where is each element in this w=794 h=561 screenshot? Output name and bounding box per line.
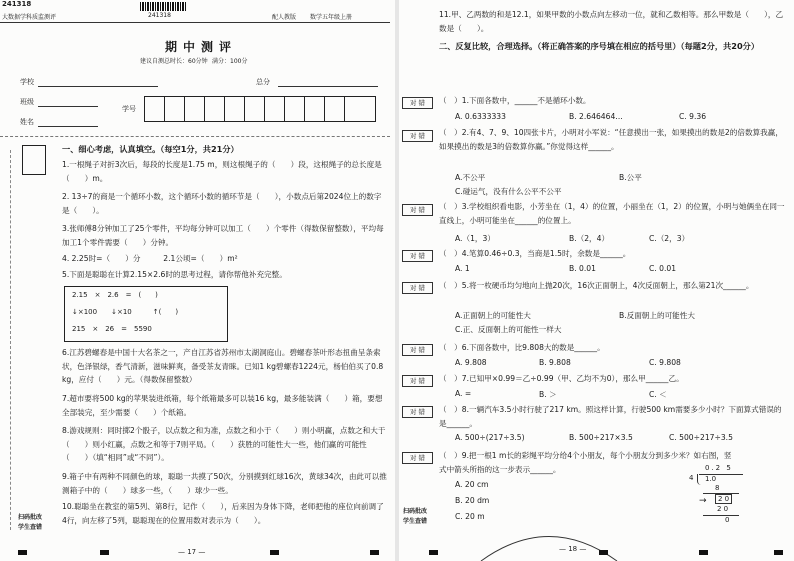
choice-6-option-a: A. 9.808	[455, 358, 487, 367]
cut-line	[0, 136, 390, 137]
choice-5: （ ）5.将一枚硬币均匀地向上抛20次，16次正面朝上，4次反面朝上，那么第21次______。	[439, 281, 754, 290]
choice-7-option-a: A. =	[455, 389, 472, 398]
choice-9-option-b: B. 20 dm	[455, 496, 490, 505]
question-8: 8.游戏规则：同时掷2个骰子，以点数之和为准，点数之和小于（ ）则小明赢，点数之和大于（ ）则小红赢，点数之和等于7则平局。（ ）获胜的可能性大一些，他们赢的可能性（ ）（填“相同”或“不同”）。	[62, 426, 386, 463]
corner-mark	[100, 550, 109, 555]
choice-1-option-b: B. 2.646464…	[569, 112, 623, 121]
name-label: 姓名	[20, 118, 34, 126]
semicircle-decoration	[479, 522, 619, 561]
question-4: 4. 2.25时=（ ）分 2.1公顷=（ ）m²	[62, 254, 238, 263]
time-note: 建议自测总时长：60分钟	[140, 58, 208, 65]
question-7: 7.超市要将500 kg的苹果装进纸箱，每个纸箱最多可以装16 kg，最多能装满（ ）箱，要想全部装完，至少需要（ ）个纸箱。	[62, 394, 383, 417]
judge-box[interactable]: 对 错	[402, 130, 433, 142]
side-label-2: 学生查错	[403, 518, 428, 525]
right-page	[399, 0, 794, 561]
score-box	[22, 145, 46, 175]
choice-2-option-b: B.公平	[619, 173, 642, 182]
header-rule	[0, 22, 390, 23]
question-5: 5.下面是聪聪在计算2.15×2.6时的思考过程，请你帮他补充完整。	[62, 270, 287, 279]
side-label-1: 扫码批改	[403, 508, 428, 515]
choice-7-option-b: B. ＞	[539, 390, 557, 399]
total-label: 总分	[256, 78, 270, 86]
choice-5-option-b: B.反面朝上的可能性大	[619, 311, 695, 320]
question-6: 6.江苏碧螺春是中国十大名茶之一，产自江苏省苏州市太湖洞庭山。碧螺春茶叶形态扭曲呈条索状，色泽银绿，香气清新，滋味鲜爽，备受茶友青睐。已知1 kg碧螺春1224元，杨伯伯买了0.8 kg，应付（ ）元。（得数保留整数）	[62, 348, 384, 385]
page-number-right: — 18 —	[559, 545, 587, 553]
division-step-1: 8	[715, 484, 720, 492]
choice-4: （ ）4.笔算0.46÷0.3，当商是1.5时，余数是______。	[439, 249, 631, 258]
choice-2-option-a: A.不公平	[455, 173, 486, 182]
division-remainder: 0	[725, 516, 730, 524]
choice-9-option-a: A. 20 cm	[455, 480, 489, 489]
choice-2: （ ）2.有4、7、9、10四张卡片，小明对小军说：“任意摸出一张，如果摸出的数是2的倍数算我赢，如果摸出的数是3的倍数算你赢。”你觉得这样______。	[439, 128, 783, 151]
page-number-left: — 17 —	[178, 548, 206, 556]
judge-box[interactable]: 对 错	[402, 282, 433, 294]
choice-3-option-b: B.（2，4）	[569, 234, 610, 243]
arrow-right-icon: →	[699, 496, 707, 506]
division-rule	[703, 515, 739, 516]
division-dividend: 1.0	[705, 475, 717, 483]
choice-5-option-a: A.正面朝上的可能性大	[455, 311, 531, 320]
choice-8-option-b: B. 500÷217×3.5	[569, 433, 633, 442]
section1-header: 一、细心考虑，认真填空。（每空1分，共21分）	[62, 144, 239, 154]
top-left-note: 大数据学科质监测评	[2, 14, 57, 21]
division-step-3: 2 0	[717, 505, 729, 513]
question-11: 11.甲、乙两数的和是12.1，如果甲数的小数点向左移动一位，就和乙数相等。那么甲数是（ ），乙数是（ ）。	[439, 10, 784, 33]
corner-mark	[370, 550, 379, 555]
division-bracket	[697, 474, 701, 485]
judge-box[interactable]: 对 错	[402, 97, 433, 109]
top-code: 241318	[2, 0, 32, 8]
side-label-2: 学生查错	[18, 524, 43, 531]
choice-6-option-c: C. 9.808	[649, 358, 681, 367]
question-10: 10.聪聪坐在教室的第5列、第8行，记作（ ），后来因为身体下降，老师把他的座位向前调了4行，向左移了5列，聪聪现在的位置用数对表示为（ ）。	[62, 502, 384, 525]
judge-box[interactable]: 对 错	[402, 406, 433, 418]
calc-row-2: ↓×100 ↓×10 ↑( )	[72, 308, 179, 316]
margin-dash	[10, 150, 11, 530]
choice-8-option-a: A. 500÷(217÷3.5)	[455, 433, 525, 442]
student-no-label: 学号	[122, 105, 136, 113]
class-label: 班级	[20, 98, 34, 106]
corner-mark	[18, 550, 27, 555]
choice-1: （ ）1.下面各数中，______不是循环小数。	[439, 96, 591, 105]
choice-1-option-a: A. 0.6333333	[455, 112, 506, 121]
question-3: 3.张师傅8分钟加工了25个零件，平均每分钟可以加工（ ）个零件（得数保留整数），平均每加工1个零件需要（ ）分钟。	[62, 224, 384, 247]
total-field[interactable]	[278, 86, 378, 87]
choice-9: （ ）9.把一根1 m长的彩绳平均分给4个小朋友，每个小朋友分到多少米？如右图，竖式中箭头所指的这一步表示______。	[439, 451, 732, 474]
choice-8: （ ）8.一辆汽车3.5小时行驶了217 km。照这样计算，行驶500 km需要多少小时？下面算式错误的是______。	[439, 405, 782, 428]
question-9: 9.箱子中有两种不同颜色的球，聪聪一共摸了50次，分别摸到红球16次，黄球34次，由此可以推测箱子中的（ ）球多一些，（ ）球少一些。	[62, 472, 387, 495]
page-title: 期中测评	[165, 40, 238, 54]
choice-3-option-c: C.（2，3）	[649, 234, 690, 243]
choice-3: （ ）3.学校组织看电影，小芳坐在（1，4）的位置，小丽坐在（1，2）的位置，小明与她俩坐在同一直线上，小明可能坐在______的位置上。	[439, 202, 785, 225]
class-field[interactable]	[38, 106, 98, 107]
choice-5-option-c: C.正、反面朝上的可能性一样大	[455, 325, 562, 334]
division-divisor: 4	[689, 474, 694, 482]
section2-header: 二、反复比较，合理选择。（将正确答案的序号填在相应的括号里）（每题2分，共20分）	[439, 41, 760, 51]
barcode-number: 241318	[148, 12, 171, 19]
choice-6: （ ）6.下面各数中，比9.808大的数是______。	[439, 343, 605, 352]
choice-9-option-c: C. 20 m	[455, 512, 485, 521]
calc-row-1: 2.15 × 2.6 = ( )	[72, 291, 158, 299]
choice-8-option-c: C. 500÷217÷3.5	[669, 433, 733, 442]
judge-box[interactable]: 对 错	[402, 250, 433, 262]
question-1: 1.一根绳子对折3次后，每段的长度是1.75 m，则这根绳子的（ ）段，这根绳子的总长度是（ ）m。	[62, 160, 382, 183]
corner-mark	[699, 550, 708, 555]
division-step-2: 2 0	[715, 494, 732, 504]
judge-box[interactable]: 对 错	[402, 204, 433, 216]
choice-4-option-b: B. 0.01	[569, 264, 596, 273]
choice-2-option-c: C.碰运气，没有什么公平不公平	[455, 187, 562, 196]
judge-box[interactable]: 对 错	[402, 375, 433, 387]
corner-mark	[599, 550, 608, 555]
school-field[interactable]	[38, 86, 158, 87]
judge-box[interactable]: 对 错	[402, 452, 433, 464]
corner-mark	[429, 550, 438, 555]
division-quotient: 0.2 5	[705, 464, 733, 472]
edition-label: 配人教版	[272, 14, 297, 21]
choice-7: （ ）7.已知甲×0.99＝乙÷0.99（甲、乙均不为0），那么甲______乙。	[439, 374, 684, 383]
choice-1-option-c: C. 9.36	[679, 112, 707, 121]
choice-7-option-c: C. ＜	[649, 390, 667, 399]
choice-4-option-a: A. 1	[455, 264, 470, 273]
choice-6-option-b: B. 9.808	[539, 358, 571, 367]
choice-3-option-a: A.（1，3）	[455, 234, 495, 243]
school-label: 学校	[20, 78, 34, 86]
name-field[interactable]	[38, 126, 98, 127]
question-2: 2. 13÷7的商是一个循环小数，这个循环小数的循环节是（ ），小数点后第2024位上的数字是（ ）。	[62, 192, 382, 215]
corner-mark	[774, 550, 783, 555]
subject-label: 数学五年级上册	[310, 14, 353, 21]
calc-row-3: 215 × 26 = 5590	[72, 325, 152, 333]
barcode	[140, 2, 186, 11]
left-page	[0, 0, 395, 561]
score-note: 满分：100分	[212, 58, 248, 65]
side-label-1: 扫码批改	[18, 514, 43, 521]
choice-4-option-c: C. 0.01	[649, 264, 677, 273]
corner-mark	[270, 550, 279, 555]
judge-box[interactable]: 对 错	[402, 344, 433, 356]
